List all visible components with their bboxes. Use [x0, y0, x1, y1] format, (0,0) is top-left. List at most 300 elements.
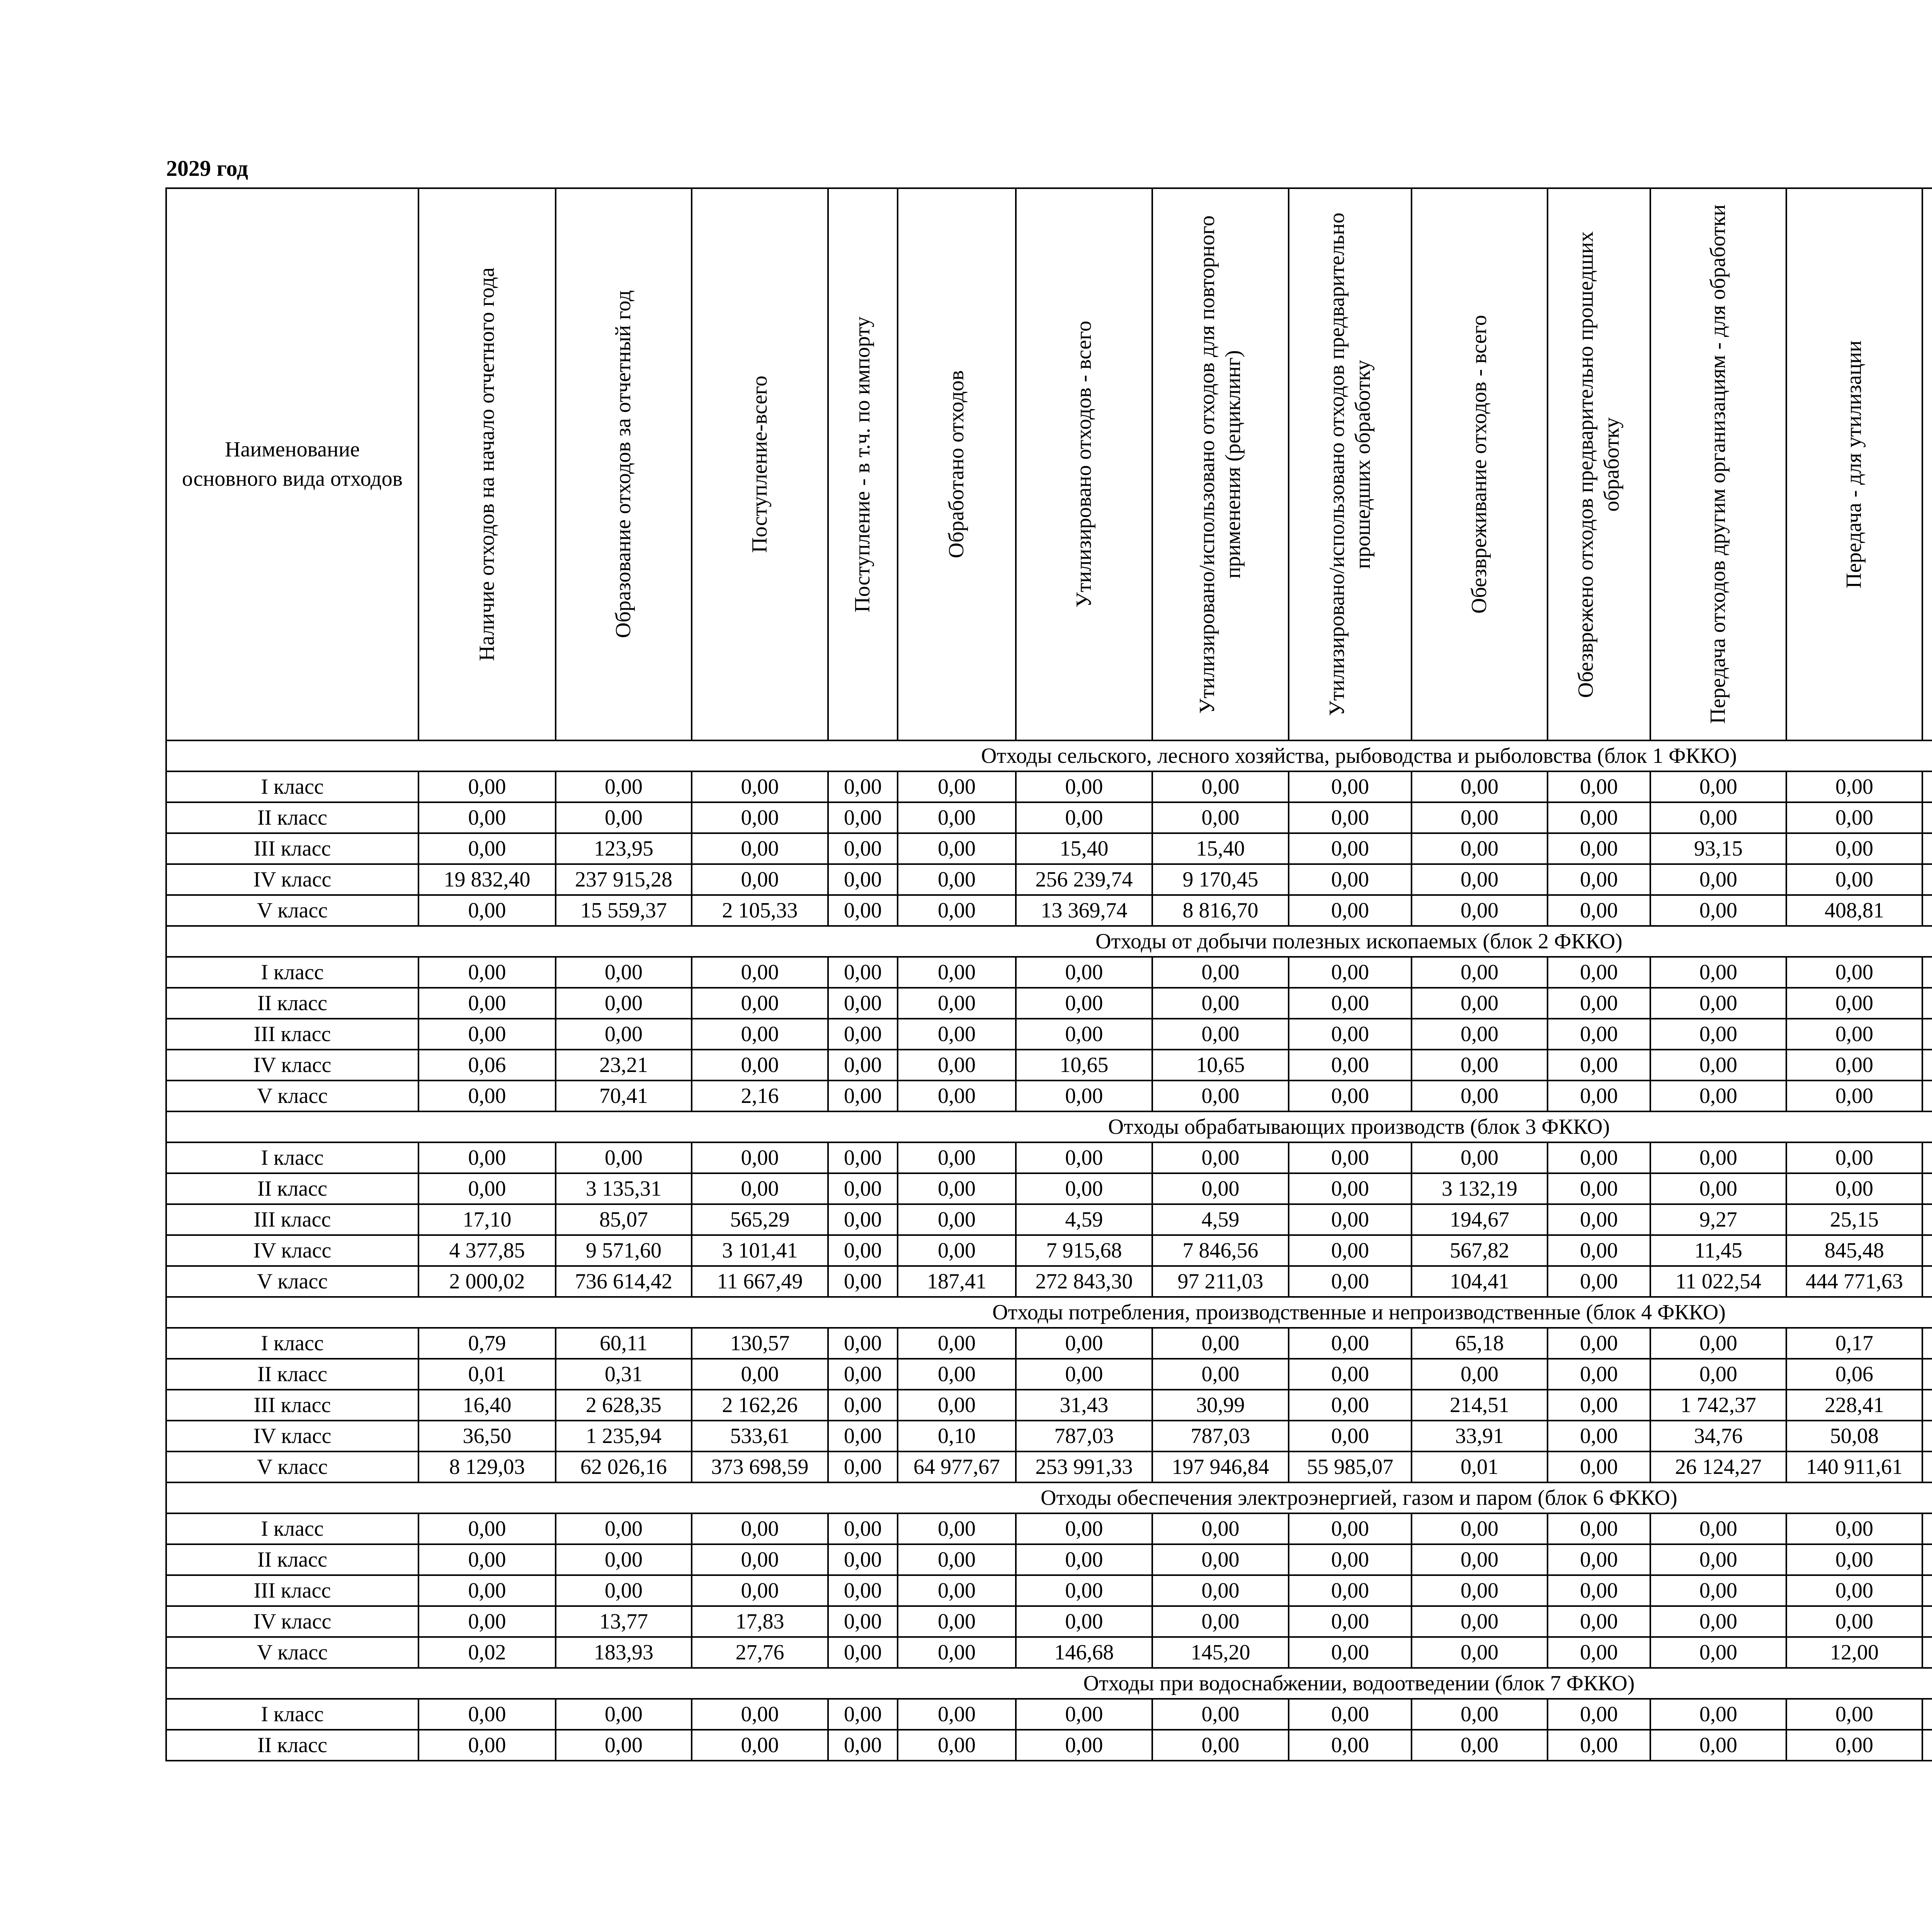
row-class-label: V класс	[166, 1637, 418, 1668]
table-cell	[1922, 1513, 1932, 1544]
table-cell	[1922, 1266, 1932, 1297]
table-cell: 0,00	[1650, 1606, 1786, 1637]
table-cell: 0,00	[556, 1513, 692, 1544]
table-cell: 0,00	[1016, 802, 1152, 833]
table-row	[166, 802, 1932, 833]
table-cell: 1 235,94	[556, 1421, 692, 1451]
table-row	[166, 1359, 1932, 1390]
table-cell: 0,00	[1289, 1173, 1412, 1204]
table-cell: 0,31	[556, 1359, 692, 1390]
table-cell: 0,00	[898, 1606, 1016, 1637]
table-cell: 0,00	[1289, 833, 1412, 864]
table-cell: 0,00	[898, 1575, 1016, 1606]
table-cell: 9 170,45	[1152, 864, 1289, 895]
row-class-label: IV класс	[166, 864, 418, 895]
section-title: Отходы при водоснабжении, водоотведении (блок 7 ФККО)	[166, 1668, 1932, 1699]
table-cell: 0,00	[1152, 957, 1289, 988]
row-class-label: III класс	[166, 1204, 418, 1235]
row-class-label: V класс	[166, 1081, 418, 1111]
page-title: 2029 год	[166, 156, 248, 181]
table-cell	[1922, 1019, 1932, 1050]
table-cell: 0,00	[1786, 957, 1922, 988]
table-cell: 0,00	[1412, 1699, 1548, 1730]
table-cell: 214,51	[1412, 1390, 1548, 1421]
table-cell: 0,00	[1152, 1081, 1289, 1111]
table-cell: 0,00	[692, 1513, 828, 1544]
table-cell: 0,00	[1412, 1606, 1548, 1637]
table-cell: 0,00	[898, 1699, 1016, 1730]
table-cell: 0,00	[1412, 802, 1548, 833]
table-cell: 0,00	[1016, 957, 1152, 988]
table-cell: 567,82	[1412, 1235, 1548, 1266]
table-row	[166, 1730, 1932, 1761]
table-cell: 0,00	[1786, 1544, 1922, 1575]
table-cell: 533,61	[692, 1421, 828, 1451]
column-header-label: Утилизировано/использовано отходов предварительно прошедших обработку	[1325, 213, 1375, 716]
table-cell: 27,76	[692, 1637, 828, 1668]
table-cell: 0,00	[1289, 1606, 1412, 1637]
table-cell: 0,00	[828, 1235, 898, 1266]
table-cell: 0,00	[1412, 1730, 1548, 1761]
table-cell: 0,00	[1650, 1359, 1786, 1390]
table-cell: 0,00	[418, 1081, 556, 1111]
table-cell: 0,00	[1548, 1142, 1650, 1173]
table-cell: 0,00	[1289, 1081, 1412, 1111]
table-cell: 9,27	[1650, 1204, 1786, 1235]
table-cell: 0,00	[1786, 771, 1922, 802]
table-cell: 0,00	[828, 1513, 898, 1544]
column-header-label: Обработано отходов	[944, 370, 969, 558]
table-cell: 0,00	[1152, 1606, 1289, 1637]
section-row	[166, 926, 1932, 957]
table-cell: 140 911,61	[1786, 1451, 1922, 1482]
table-cell: 0,00	[1650, 1730, 1786, 1761]
table-cell: 197 946,84	[1152, 1451, 1289, 1482]
table-cell: 0,00	[1548, 1730, 1650, 1761]
table-cell: 15,40	[1016, 833, 1152, 864]
table-cell: 3 135,31	[556, 1173, 692, 1204]
table-cell: 31,43	[1016, 1390, 1152, 1421]
table-cell: 0,00	[1289, 864, 1412, 895]
table-cell: 0,00	[692, 833, 828, 864]
table-cell: 0,00	[556, 1142, 692, 1173]
table-cell: 0,00	[828, 1204, 898, 1235]
table-cell: 736 614,42	[556, 1266, 692, 1297]
row-class-label: IV класс	[166, 1606, 418, 1637]
table-cell: 0,00	[1786, 1730, 1922, 1761]
table-cell: 0,01	[1412, 1451, 1548, 1482]
table-cell: 0,00	[1412, 1513, 1548, 1544]
table-cell: 4 377,85	[418, 1235, 556, 1266]
column-header	[1650, 188, 1786, 740]
table-cell: 0,00	[828, 1173, 898, 1204]
table-cell	[1922, 1359, 1932, 1390]
table-cell: 2 000,02	[418, 1266, 556, 1297]
table-cell: 0,00	[418, 1544, 556, 1575]
table-cell: 0,00	[1548, 1637, 1650, 1668]
table-cell: 0,00	[556, 771, 692, 802]
table-cell: 0,00	[1786, 1575, 1922, 1606]
table-row	[166, 895, 1932, 926]
table-cell: 0,00	[898, 1328, 1016, 1359]
table-cell	[1922, 1142, 1932, 1173]
table-cell: 0,00	[1289, 1266, 1412, 1297]
column-header	[1289, 188, 1412, 740]
table-row	[166, 988, 1932, 1019]
table-cell: 183,93	[556, 1637, 692, 1668]
table-cell: 55 985,07	[1289, 1451, 1412, 1482]
table-cell: 0,00	[1289, 1050, 1412, 1081]
table-cell: 0,00	[1289, 895, 1412, 926]
row-class-label: II класс	[166, 802, 418, 833]
table-cell: 0,00	[1650, 1328, 1786, 1359]
table-cell: 0,00	[1289, 1637, 1412, 1668]
table-header-row	[166, 188, 1932, 740]
table-cell: 0,00	[1548, 1390, 1650, 1421]
table-cell: 34,76	[1650, 1421, 1786, 1451]
section-title: Отходы от добычи полезных ископаемых (блок 2 ФККО)	[166, 926, 1932, 957]
table-cell: 0,00	[1650, 1544, 1786, 1575]
table-cell: 0,00	[898, 802, 1016, 833]
table-cell: 7 915,68	[1016, 1235, 1152, 1266]
table-cell: 0,00	[418, 1730, 556, 1761]
table-cell: 0,00	[828, 988, 898, 1019]
waste-table	[165, 187, 1932, 1761]
table-cell: 130,57	[692, 1328, 828, 1359]
table-cell: 0,02	[418, 1637, 556, 1668]
table-cell: 0,00	[1786, 1513, 1922, 1544]
table-cell	[1922, 1730, 1932, 1761]
table-cell: 0,00	[1412, 988, 1548, 1019]
table-cell: 0,79	[418, 1328, 556, 1359]
table-cell: 0,00	[1016, 1081, 1152, 1111]
table-cell: 787,03	[1152, 1421, 1289, 1451]
section-title: Отходы сельского, лесного хозяйства, рыбоводства и рыболовства (блок 1 ФККО)	[166, 740, 1932, 771]
table-cell: 11 667,49	[692, 1266, 828, 1297]
table-cell: 0,00	[898, 1050, 1016, 1081]
table-cell: 9 571,60	[556, 1235, 692, 1266]
table-cell: 7 846,56	[1152, 1235, 1289, 1266]
table-cell: 0,00	[1650, 1050, 1786, 1081]
table-cell: 13,77	[556, 1606, 692, 1637]
table-cell: 0,00	[898, 957, 1016, 988]
table-cell: 0,00	[418, 1575, 556, 1606]
table-cell: 0,00	[1289, 1359, 1412, 1390]
table-cell: 0,00	[1152, 1019, 1289, 1050]
table-cell: 16,40	[418, 1390, 556, 1421]
row-class-label: V класс	[166, 895, 418, 926]
row-class-label: V класс	[166, 1451, 418, 1482]
table-cell: 0,00	[828, 1637, 898, 1668]
table-cell: 97 211,03	[1152, 1266, 1289, 1297]
table-row	[166, 1544, 1932, 1575]
table-cell: 0,00	[1548, 957, 1650, 988]
table-cell: 0,00	[1289, 1575, 1412, 1606]
table-cell: 0,00	[828, 1730, 898, 1761]
table-cell: 0,00	[1289, 957, 1412, 988]
table-row	[166, 1204, 1932, 1235]
table-cell: 17,10	[418, 1204, 556, 1235]
table-cell: 0,00	[1786, 1699, 1922, 1730]
table-cell: 0,00	[1786, 1081, 1922, 1111]
table-cell	[1922, 833, 1932, 864]
table-cell: 3 101,41	[692, 1235, 828, 1266]
table-cell: 64 977,67	[898, 1451, 1016, 1482]
table-cell: 0,00	[828, 895, 898, 926]
table-cell: 0,00	[828, 1328, 898, 1359]
table-cell: 0,00	[828, 1699, 898, 1730]
table-cell: 0,00	[692, 1730, 828, 1761]
table-cell: 0,00	[828, 1081, 898, 1111]
table-cell: 0,00	[1289, 1730, 1412, 1761]
table-cell: 0,01	[418, 1359, 556, 1390]
table-cell: 4,59	[1016, 1204, 1152, 1235]
table-cell: 0,00	[1412, 771, 1548, 802]
table-cell: 0,00	[418, 802, 556, 833]
column-header-label: Передача - для утилизации	[1842, 340, 1866, 589]
table-cell: 0,00	[1650, 1142, 1786, 1173]
table-cell: 0,00	[1786, 833, 1922, 864]
table-cell: 0,00	[1289, 771, 1412, 802]
table-cell: 0,00	[898, 833, 1016, 864]
row-class-label: IV класс	[166, 1050, 418, 1081]
table-cell: 0,00	[692, 1575, 828, 1606]
table-cell: 0,00	[1412, 864, 1548, 895]
table-cell: 0,00	[1289, 988, 1412, 1019]
table-cell: 145,20	[1152, 1637, 1289, 1668]
row-class-label: IV класс	[166, 1235, 418, 1266]
table-cell: 0,00	[1548, 802, 1650, 833]
table-cell: 0,00	[898, 771, 1016, 802]
table-cell: 0,00	[556, 1575, 692, 1606]
table-cell: 0,00	[1412, 833, 1548, 864]
table-cell: 15 559,37	[556, 895, 692, 926]
table-cell: 0,00	[1548, 988, 1650, 1019]
table-row	[166, 1142, 1932, 1173]
table-cell: 0,00	[1016, 1019, 1152, 1050]
table-cell: 0,06	[418, 1050, 556, 1081]
table-cell: 0,00	[1152, 1173, 1289, 1204]
row-class-label: I класс	[166, 1513, 418, 1544]
table-cell	[1922, 1451, 1932, 1482]
table-cell: 0,00	[898, 1081, 1016, 1111]
table-cell: 0,00	[692, 1173, 828, 1204]
table-cell: 93,15	[1650, 833, 1786, 864]
table-cell: 0,00	[828, 1142, 898, 1173]
table-cell: 50,08	[1786, 1421, 1922, 1451]
table-cell: 0,00	[1650, 957, 1786, 988]
table-cell: 0,00	[1548, 1050, 1650, 1081]
column-header	[692, 188, 828, 740]
table-cell: 0,00	[1548, 1606, 1650, 1637]
table-cell: 0,00	[828, 1606, 898, 1637]
table-row	[166, 1637, 1932, 1668]
row-class-label: V класс	[166, 1266, 418, 1297]
table-row	[166, 957, 1932, 988]
table-cell: 26 124,27	[1650, 1451, 1786, 1482]
section-row	[166, 740, 1932, 771]
table-cell: 0,00	[1650, 1699, 1786, 1730]
table-cell: 0,00	[1289, 802, 1412, 833]
row-class-label: III класс	[166, 1575, 418, 1606]
table-cell: 0,00	[898, 1359, 1016, 1390]
table-cell: 0,00	[898, 864, 1016, 895]
row-class-label: III класс	[166, 1390, 418, 1421]
table-cell: 0,00	[898, 988, 1016, 1019]
table-cell: 0,00	[1650, 802, 1786, 833]
table-cell: 0,00	[1152, 1359, 1289, 1390]
table-cell: 0,00	[828, 1359, 898, 1390]
table-row	[166, 1575, 1932, 1606]
table-cell: 0,00	[418, 895, 556, 926]
table-cell: 0,00	[1548, 1173, 1650, 1204]
table-cell: 0,00	[828, 802, 898, 833]
table-cell: 0,00	[828, 1019, 898, 1050]
table-cell: 0,00	[1152, 802, 1289, 833]
table-cell: 0,00	[1412, 895, 1548, 926]
table-cell: 0,00	[828, 957, 898, 988]
table-cell: 0,00	[418, 1606, 556, 1637]
column-header	[1786, 188, 1922, 740]
section-title: Отходы обеспечения электроэнергией, газом и паром (блок 6 ФККО)	[166, 1482, 1932, 1513]
table-cell: 0,00	[1289, 1544, 1412, 1575]
table-cell: 253 991,33	[1016, 1451, 1152, 1482]
table-cell: 0,17	[1786, 1328, 1922, 1359]
table-cell: 0,00	[1548, 1359, 1650, 1390]
table-cell: 0,00	[1016, 1513, 1152, 1544]
table-cell: 0,10	[898, 1421, 1016, 1451]
table-cell: 0,00	[1786, 802, 1922, 833]
column-header-label: Поступление - в т.ч. по импорту	[850, 316, 875, 613]
table-cell: 0,00	[556, 1699, 692, 1730]
table-cell: 0,00	[1786, 1173, 1922, 1204]
table-cell: 0,00	[1152, 1513, 1289, 1544]
row-class-label: I класс	[166, 1142, 418, 1173]
column-header	[828, 188, 898, 740]
row-class-label: IV класс	[166, 1421, 418, 1451]
table-cell	[1922, 864, 1932, 895]
table-cell: 0,00	[1016, 1730, 1152, 1761]
section-row	[166, 1111, 1932, 1142]
section-row	[166, 1482, 1932, 1513]
table-cell: 408,81	[1786, 895, 1922, 926]
table-cell: 228,41	[1786, 1390, 1922, 1421]
table-cell	[1922, 895, 1932, 926]
table-cell: 0,00	[1548, 1204, 1650, 1235]
section-title: Отходы потребления, производственные и непроизводственные (блок 4 ФККО)	[166, 1297, 1932, 1328]
table-cell: 3 132,19	[1412, 1173, 1548, 1204]
table-cell: 0,00	[692, 1050, 828, 1081]
table-cell	[1922, 1235, 1932, 1266]
table-cell: 0,00	[1412, 1544, 1548, 1575]
table-cell	[1922, 1421, 1932, 1451]
table-cell: 0,00	[1412, 1637, 1548, 1668]
row-class-label: III класс	[166, 833, 418, 864]
table-cell: 0,00	[898, 895, 1016, 926]
table-row	[166, 1328, 1932, 1359]
table-cell: 0,00	[1152, 1544, 1289, 1575]
table-cell	[1922, 957, 1932, 988]
table-cell: 0,00	[692, 802, 828, 833]
table-cell: 15,40	[1152, 833, 1289, 864]
table-cell: 0,00	[898, 1204, 1016, 1235]
table-row	[166, 1173, 1932, 1204]
column-header	[1016, 188, 1152, 740]
table-cell: 36,50	[418, 1421, 556, 1451]
table-cell	[1922, 1328, 1932, 1359]
row-class-label: I класс	[166, 957, 418, 988]
table-cell: 0,00	[1548, 1019, 1650, 1050]
table-cell: 0,00	[1016, 1699, 1152, 1730]
table-cell: 256 239,74	[1016, 864, 1152, 895]
table-cell: 0,00	[1412, 1019, 1548, 1050]
table-cell: 0,00	[1016, 988, 1152, 1019]
table-cell: 0,00	[692, 1544, 828, 1575]
table-cell: 0,00	[1650, 895, 1786, 926]
table-cell: 272 843,30	[1016, 1266, 1152, 1297]
table-cell: 0,00	[898, 1637, 1016, 1668]
table-cell: 11 022,54	[1650, 1266, 1786, 1297]
table-cell: 0,00	[1289, 1390, 1412, 1421]
table-cell: 0,00	[418, 833, 556, 864]
column-header	[898, 188, 1016, 740]
row-class-label: II класс	[166, 988, 418, 1019]
row-class-label: I класс	[166, 771, 418, 802]
table-cell: 0,00	[1152, 1730, 1289, 1761]
table-cell: 104,41	[1412, 1266, 1548, 1297]
table-cell: 0,00	[1650, 1019, 1786, 1050]
table-cell: 0,00	[828, 1421, 898, 1451]
table-cell: 0,00	[1650, 988, 1786, 1019]
table-cell: 0,00	[828, 771, 898, 802]
table-cell: 0,00	[1412, 1359, 1548, 1390]
table-cell: 0,00	[828, 1266, 898, 1297]
table-cell: 0,00	[418, 988, 556, 1019]
table-cell: 0,00	[898, 1513, 1016, 1544]
table-cell: 187,41	[898, 1266, 1016, 1297]
table-cell: 0,00	[692, 771, 828, 802]
table-cell: 0,00	[898, 1235, 1016, 1266]
table-cell: 0,00	[1016, 1359, 1152, 1390]
table-cell: 0,00	[1548, 1235, 1650, 1266]
table-cell: 565,29	[692, 1204, 828, 1235]
table-cell: 0,00	[1289, 1019, 1412, 1050]
table-cell: 8 129,03	[418, 1451, 556, 1482]
table-cell	[1922, 1204, 1932, 1235]
table-cell: 0,00	[418, 957, 556, 988]
table-cell: 0,00	[1289, 1328, 1412, 1359]
table-cell: 2,16	[692, 1081, 828, 1111]
table-cell: 0,00	[1412, 1081, 1548, 1111]
table-cell: 0,00	[1016, 1173, 1152, 1204]
table-cell: 0,00	[1650, 1637, 1786, 1668]
table-cell: 13 369,74	[1016, 895, 1152, 926]
table-cell: 0,00	[556, 1019, 692, 1050]
row-class-label: II класс	[166, 1730, 418, 1761]
column-header	[418, 188, 556, 740]
table-cell: 2 105,33	[692, 895, 828, 926]
row-class-label: II класс	[166, 1359, 418, 1390]
row-class-label: II класс	[166, 1173, 418, 1204]
table-cell: 0,00	[1548, 1544, 1650, 1575]
table-cell: 0,00	[1548, 833, 1650, 864]
table-cell: 65,18	[1412, 1328, 1548, 1359]
table-cell: 0,00	[1412, 1575, 1548, 1606]
table-cell: 0,00	[1289, 1421, 1412, 1451]
table-cell: 0,00	[692, 1142, 828, 1173]
table-row	[166, 1390, 1932, 1421]
table-cell: 0,00	[692, 957, 828, 988]
